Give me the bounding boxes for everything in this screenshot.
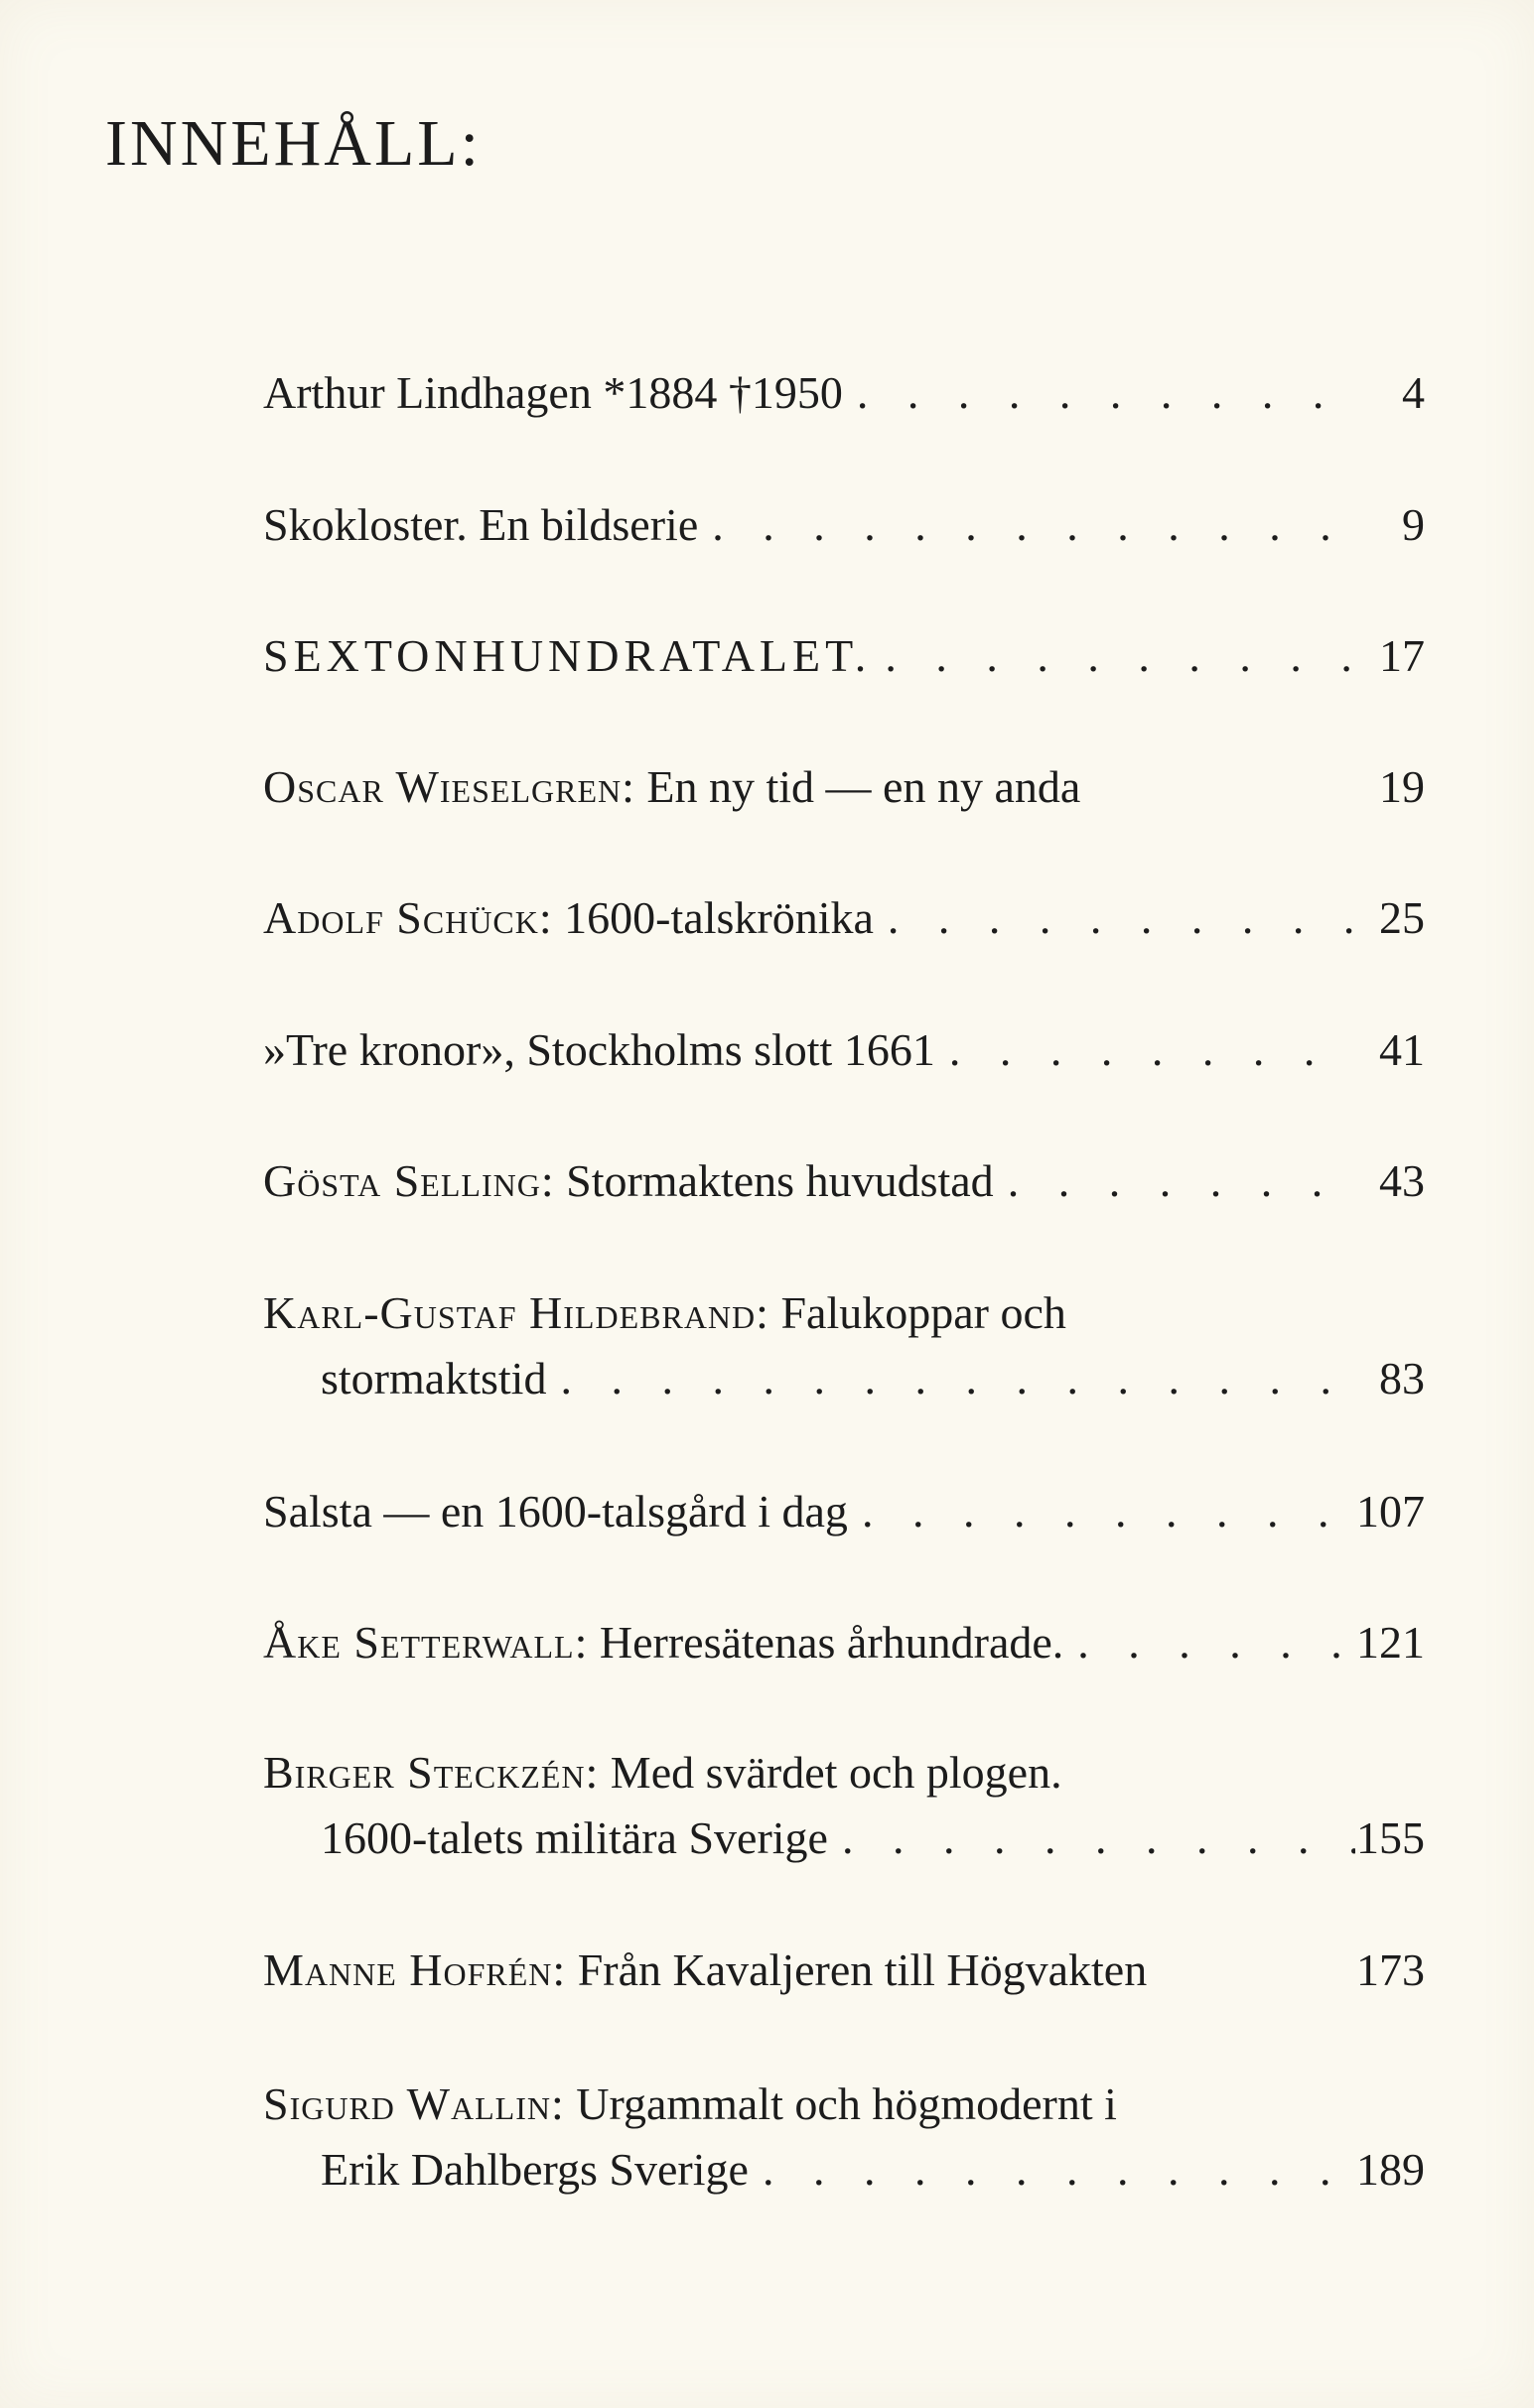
toc-entry (263, 892, 1425, 943)
toc-line (263, 1486, 1425, 1537)
entry-title: 1600-talskrönika (564, 892, 874, 943)
dot-leader (698, 502, 1355, 548)
toc-line-continuation (263, 1353, 1425, 1404)
entry-author: Birger Steckzén: (263, 1747, 600, 1798)
toc-entry (263, 1287, 1425, 1404)
entry-author: Åke Setterwall: (263, 1617, 589, 1668)
toc-entry (263, 2078, 1425, 2195)
toc-line (263, 892, 1425, 943)
page-number: 173 (1356, 1944, 1425, 1995)
toc-entry (263, 1024, 1425, 1075)
toc-line-continuation (263, 1812, 1425, 1863)
toc-entry (263, 1747, 1425, 1863)
page-title: INNEHÅLL: (105, 107, 482, 180)
entry-title: SEXTONHUNDRATALET. (263, 630, 872, 681)
entry-title: »Tre kronor», Stockholms slott 1661 (263, 1024, 935, 1075)
entry-text (263, 1287, 1066, 1338)
page-number: 4 (1402, 367, 1425, 418)
toc-line (263, 1287, 1425, 1338)
dot-leader (874, 895, 1355, 941)
toc-entry (263, 367, 1425, 418)
dot-leader (848, 1489, 1355, 1535)
entry-author: Karl-Gustaf Hildebrand: (263, 1287, 769, 1338)
page-number: 19 (1379, 761, 1425, 812)
entry-title: Skokloster. En bildserie (263, 499, 699, 550)
entry-title-continued: 1600-talets militära Sverige (321, 1812, 828, 1863)
entry-title: Arthur Lindhagen *1884 †1950 (263, 367, 843, 418)
dot-leader (994, 1158, 1355, 1204)
toc-entry (263, 1944, 1425, 1995)
dot-leader (843, 370, 1355, 416)
dot-leader (749, 2147, 1355, 2193)
toc-line (263, 499, 1425, 550)
entry-title: Med svärdet och plogen. (610, 1747, 1062, 1798)
toc-line-continuation (263, 2144, 1425, 2195)
entry-title: Från Kavaljeren till Högvakten (577, 1944, 1148, 1995)
entry-author: Adolf Schück: (263, 892, 553, 943)
entry-title: Urgammalt och högmodernt i (576, 2078, 1117, 2129)
page-number: 121 (1356, 1617, 1425, 1668)
toc-entry (263, 1617, 1425, 1668)
toc-line (263, 761, 1425, 812)
toc-line (263, 2078, 1425, 2129)
entry-text (263, 892, 874, 943)
toc-entry (263, 1155, 1425, 1206)
entry-text (263, 1944, 1148, 1995)
page-number: 83 (1379, 1353, 1425, 1404)
entry-text (263, 761, 1081, 812)
entry-title: Salsta — en 1600-talsgård i dag (263, 1486, 848, 1537)
page-number: 9 (1402, 499, 1425, 550)
entry-text (263, 1747, 1062, 1798)
entry-title: Herresätenas århundrade. (599, 1617, 1064, 1668)
toc-line (263, 1944, 1425, 1995)
entry-author: Sigurd Wallin: (263, 2078, 565, 2129)
toc-entry (263, 499, 1425, 550)
entry-title: Stormaktens huvudstad (566, 1155, 994, 1206)
toc-line (263, 367, 1425, 418)
toc-line (263, 1617, 1425, 1668)
page-number: 43 (1379, 1155, 1425, 1206)
entry-title: Falukoppar och (780, 1287, 1066, 1338)
page-number: 41 (1379, 1024, 1425, 1075)
entry-author: Gösta Selling: (263, 1155, 555, 1206)
toc-line (263, 1024, 1425, 1075)
entry-author: Manne Hofrén: (263, 1944, 567, 1995)
dot-leader (871, 633, 1355, 679)
dot-leader (546, 1356, 1355, 1402)
page-number: 155 (1356, 1812, 1425, 1863)
page-number: 189 (1356, 2144, 1425, 2195)
toc-entry (263, 1486, 1425, 1537)
page-number: 107 (1356, 1486, 1425, 1537)
page-number: 25 (1379, 892, 1425, 943)
entry-text (263, 2078, 1117, 2129)
entry-title-continued: Erik Dahlbergs Sverige (321, 2144, 749, 2195)
dot-leader (828, 1815, 1355, 1861)
entry-title: En ny tid — en ny anda (646, 761, 1081, 812)
entry-author: Oscar Wieselgren: (263, 761, 635, 812)
page-number: 17 (1379, 630, 1425, 681)
entry-text (263, 1155, 994, 1206)
toc-entry (263, 630, 1425, 681)
dot-leader (1063, 1620, 1355, 1666)
entry-text (263, 1617, 1064, 1668)
toc-line (263, 1155, 1425, 1206)
dot-leader (935, 1027, 1355, 1073)
entry-title-continued: stormaktstid (321, 1353, 547, 1404)
toc-line (263, 1747, 1425, 1798)
toc-line (263, 630, 1425, 681)
toc-entry (263, 761, 1425, 812)
